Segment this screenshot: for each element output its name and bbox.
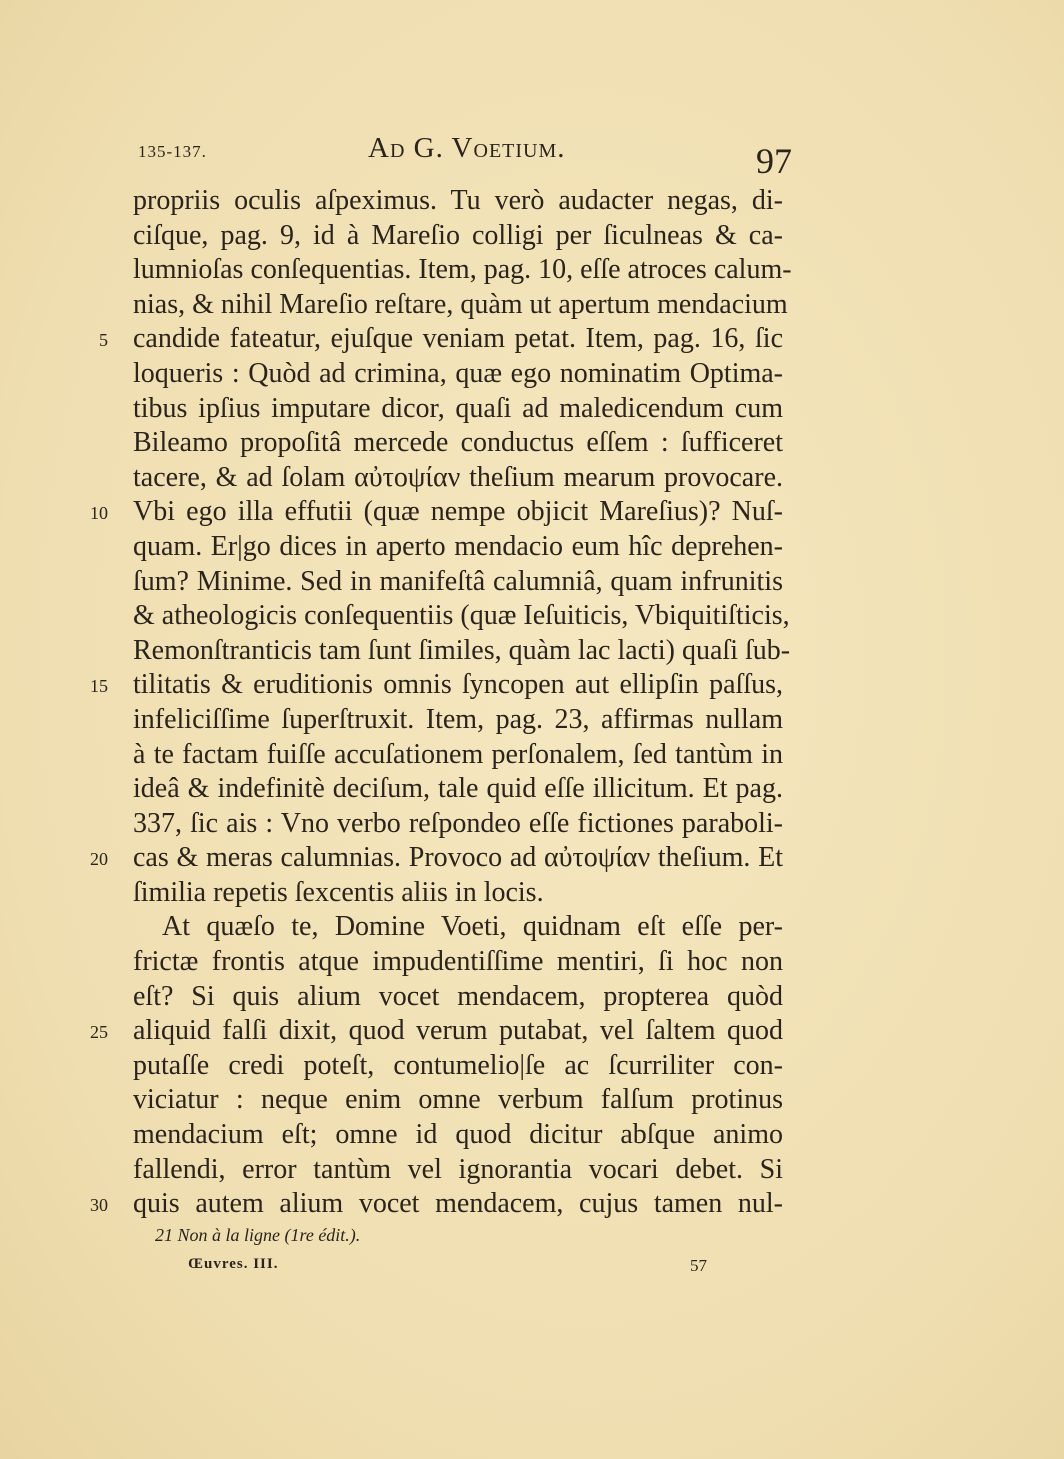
line-text: putaſſe credi poteſt, contumelio|ſe ac ſcurriliter con-	[133, 1049, 783, 1081]
line-number: 5	[99, 330, 108, 351]
text-line	[0, 738, 1064, 773]
line-text: loqueris : Quòd ad crimina, quæ ego nominatim Optima-	[133, 357, 783, 389]
text-line	[0, 461, 1064, 496]
text-line	[0, 668, 1064, 703]
line-text: cas & meras calumnias. Provoco ad αὐτοψίαν theſium. Et	[133, 842, 783, 874]
line-text: ſimilia repetis ſexcentis aliis in locis.	[133, 876, 544, 908]
text-line	[0, 253, 1064, 288]
line-text: viciatur : neque enim omne verbum falſum protinus	[133, 1084, 783, 1116]
text-line	[0, 322, 1064, 357]
line-text: At quæſo te, Domine Voeti, quidnam eſt eſſe per-	[162, 911, 783, 943]
text-line	[0, 1118, 1064, 1153]
line-text: Vbi ego illa effutii (quæ nempe objicit Mareſius)? Nuſ-	[133, 496, 783, 528]
line-text: aliquid falſi dixit, quod verum putabat, vel ſaltem quod	[133, 1015, 783, 1047]
line-text: quam. Er|go dices in aperto mendacio eum hîc deprehen-	[133, 530, 783, 562]
text-line	[0, 807, 1064, 842]
line-text: candide fateatur, ejuſque veniam petat. Item, pag. 16, ſic	[133, 323, 783, 355]
text-line	[0, 1049, 1064, 1084]
text-line	[0, 357, 1064, 392]
line-text: fallendi, error tantùm vel ignorantia vocari debet. Si	[133, 1153, 783, 1185]
line-text: nias, & nihil Mareſio reſtare, quàm ut apertum mendacium	[133, 288, 788, 320]
text-line	[0, 599, 1064, 634]
line-text: tilitatis & eruditionis omnis ſyncopen aut ellipſin paſſus,	[133, 669, 783, 701]
volume-signature: Œuvres. III.	[188, 1256, 279, 1272]
text-line	[0, 184, 1064, 219]
line-number: 20	[90, 849, 108, 870]
signature-number: 57	[690, 1256, 707, 1275]
line-text: ciſque, pag. 9, id à Mareſio colligi per ſiculneas & ca-	[133, 219, 783, 251]
line-number: 30	[90, 1195, 108, 1216]
line-text: infeliciſſime ſuperſtruxit. Item, pag. 23, affirmas nullam	[133, 703, 783, 735]
line-text: quis autem alium vocet mendacem, cujus tamen nul-	[133, 1188, 783, 1220]
line-number: 25	[90, 1022, 108, 1043]
text-line	[0, 392, 1064, 427]
line-text: tacere, & ad ſolam αὐτοψίαν theſium mearum provocare.	[133, 461, 783, 493]
line-number: 15	[90, 676, 108, 697]
line-number: 10	[90, 503, 108, 524]
line-text: à te factam fuiſſe accuſationem perſonalem, ſed tantùm in	[133, 738, 783, 770]
text-line	[0, 910, 1064, 945]
text-line	[0, 1083, 1064, 1118]
text-line	[0, 495, 1064, 530]
running-title: Ad G. Voetium.	[368, 132, 566, 164]
text-line	[0, 1153, 1064, 1188]
line-text: & atheologicis conſequentiis (quæ Ieſuiticis, Vbiquitiſticis,	[133, 600, 790, 632]
line-text: lumnioſas conſequentias. Item, pag. 10, eſſe atroces calum-	[133, 254, 792, 286]
text-line	[0, 772, 1064, 807]
line-text: eſt? Si quis alium vocet mendacem, propterea quòd	[133, 980, 783, 1012]
text-line	[0, 1187, 1064, 1222]
footnote: 21 Non à la ligne (1re édit.).	[155, 1225, 361, 1245]
text-line	[0, 1014, 1064, 1049]
line-text: ideâ & indefinitè deciſum, tale quid eſſe illicitum. Et pag.	[133, 773, 783, 805]
line-text: Bileamo propoſitâ mercede conductus eſſem : ſufficeret	[133, 427, 783, 459]
text-line	[0, 426, 1064, 461]
line-text: frictæ frontis atque impudentiſſime mentiri, ſi hoc non	[133, 946, 783, 978]
text-line	[0, 634, 1064, 669]
line-text: tibus ipſius imputare dicor, quaſi ad maledicendum cum	[133, 392, 783, 424]
text-line	[0, 219, 1064, 254]
line-text: propriis oculis aſpeximus. Tu verò audacter negas, di-	[133, 185, 783, 216]
text-line	[0, 703, 1064, 738]
text-line	[0, 565, 1064, 600]
text-line	[0, 876, 1064, 911]
line-text: ſum? Minime. Sed in manifeſtâ calumniâ, quam infrunitis	[133, 565, 783, 597]
line-text: mendacium eſt; omne id quod dicitur abſque animo	[133, 1119, 783, 1151]
text-line	[0, 841, 1064, 876]
text-line	[0, 980, 1064, 1015]
line-text: 337, ſic ais : Vno verbo reſpondeo eſſe fictiones paraboli-	[133, 807, 783, 839]
page-number: 97	[756, 141, 792, 181]
body-text	[0, 184, 1064, 1222]
page-range: 135-137.	[138, 142, 207, 161]
text-line	[0, 530, 1064, 565]
text-line	[0, 288, 1064, 323]
line-text: Remonſtranticis tam ſunt ſimiles, quàm lac lacti) quaſi ſub-	[133, 634, 791, 666]
text-line	[0, 945, 1064, 980]
